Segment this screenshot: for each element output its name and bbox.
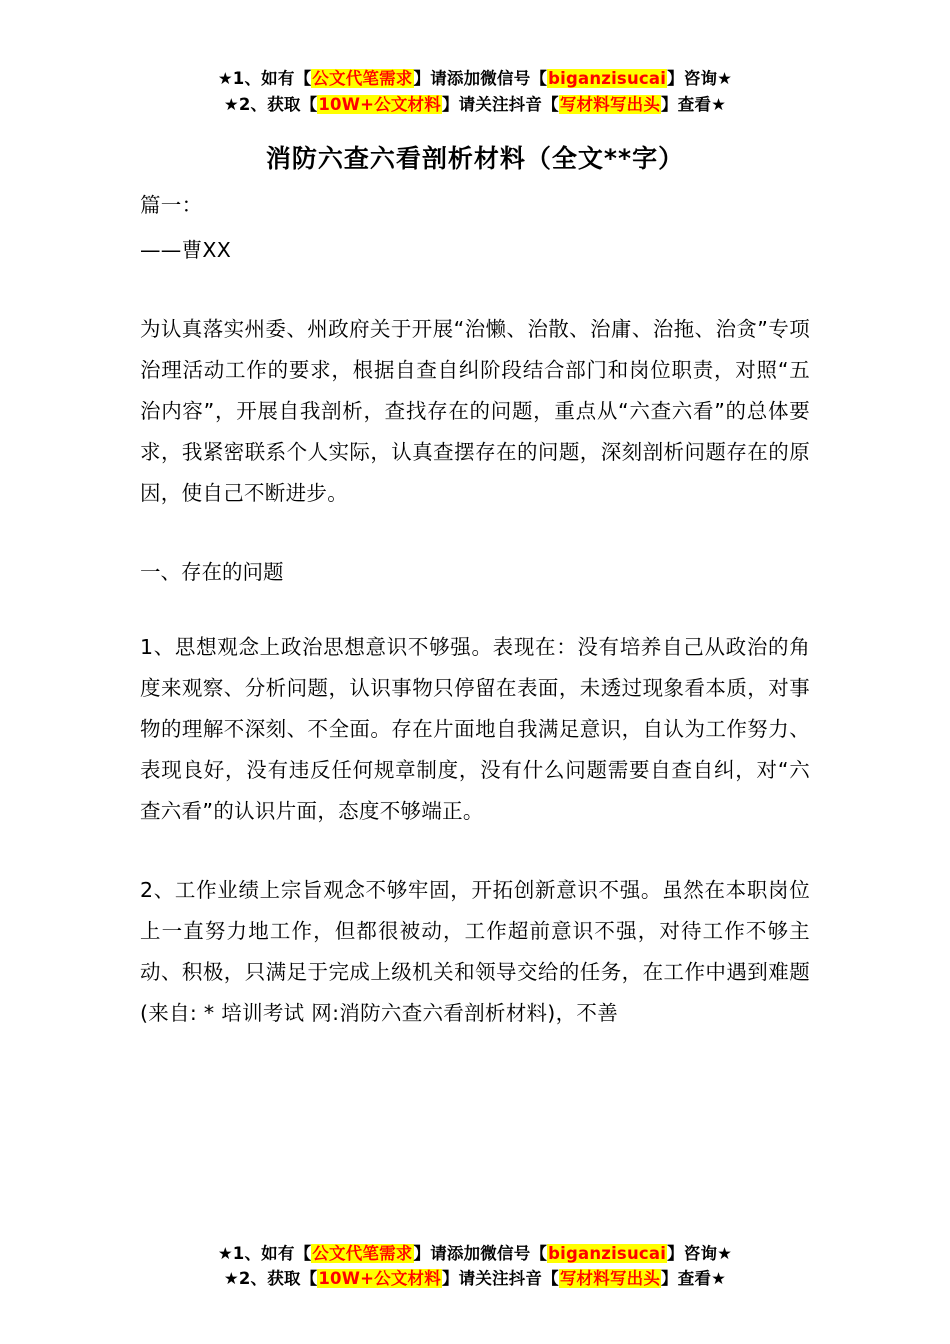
spacer-before-section — [140, 518, 810, 552]
promo-bottom-line1-highlight-2: biganzisucai — [548, 1243, 667, 1263]
intro-paragraph: 为认真落实州委、州政府关于开展“治懒、治散、治庸、治拖、治贪”专项治理活动工作的要求，根据自查自纠阶段结合部门和岗位职责，对照“五治内容”，开展自我剖析，查找存在的问题，重点从“六查六看”的总体要求，我紧密联系个人实际，认真查摆存在的问题，深刻剖析问题存在的原因，使自己不断进步。 — [140, 317, 810, 506]
promo-top-line1-mid: 】请添加微信号【 — [413, 69, 548, 88]
promo-bottom-line1-suffix: 】咨询★ — [667, 1243, 733, 1263]
promo-bottom-line1-highlight-1: 公文代笔需求 — [312, 1243, 413, 1263]
promo-top-line2-prefix: ★2、获取【 — [223, 94, 318, 114]
promo-top-line2-suffix: 】查看★ — [661, 94, 727, 114]
promo-top-line-2 — [140, 92, 810, 118]
spacer-after-author — [140, 275, 810, 309]
promo-bottom-line-2 — [0, 1266, 950, 1292]
problem-item-1: 1、思想观念上政治思想意识不够强。表现在：没有培养自己从政治的角度来观察、分析问题，认识事物只停留在表面，未透过现象看本质，对事物的理解不深刻、不全面。存在片面地自我满足意识，自认为工作努力、表现良好，没有违反任何规章制度，没有什么问题需要自查自纠，对“六查六看”的认识片面，态度不够端正。 — [140, 635, 810, 824]
promo-bottom-line2-prefix: ★2、获取【 — [223, 1269, 318, 1289]
promo-bottom-line2-highlight-1: 10W+公文材料 — [318, 1269, 441, 1289]
promo-top-line1-prefix: ★1、如有【 — [217, 69, 312, 88]
promo-bottom-line-1 — [0, 1241, 950, 1267]
promo-bottom-line2-suffix: 】查看★ — [661, 1269, 727, 1289]
spacer-after-section — [140, 593, 810, 627]
promo-top-line2-highlight-2: 写材料写出头 — [559, 94, 661, 114]
promo-top-line1-highlight-1: 公文代笔需求 — [312, 69, 413, 88]
promo-bottom-line1-prefix: ★1、如有【 — [217, 1243, 312, 1263]
promo-banner-top — [140, 66, 810, 117]
promo-banner-bottom — [0, 1241, 950, 1292]
promo-bottom-line2-mid: 】请关注抖音【 — [441, 1269, 559, 1289]
promo-top-line1-suffix: 】咨询★ — [667, 69, 733, 88]
promo-bottom-line2-highlight-2: 写材料写出头 — [559, 1269, 661, 1289]
section-heading-problems: 一、存在的问题 — [140, 560, 284, 585]
problem-item-2: 2、工作业绩上宗旨观念不够牢固，开拓创新意识不强。虽然在本职岗位上一直努力地工作，但都很被动，工作超前意识不强，对待工作不够主动、积极，只满足于完成上级机关和领导交给的任务，在工作中遇到难题(来自: * 培训考试 网:消防六查六看剖析材料)，不善 — [140, 878, 810, 1026]
promo-top-line2-highlight-1: 10W+公文材料 — [318, 94, 441, 114]
document-author: ——曹XX — [140, 238, 232, 263]
document-subtitle: 篇一： — [140, 193, 203, 218]
promo-top-line-1 — [140, 66, 810, 92]
document-title: 消防六查六看剖析材料（全文**字） — [265, 144, 685, 174]
promo-top-line1-highlight-2: biganzisucai — [548, 69, 667, 88]
promo-bottom-line1-mid: 】请添加微信号【 — [413, 1243, 548, 1263]
promo-top-line2-mid: 】请关注抖音【 — [441, 94, 559, 114]
spacer-between-items — [140, 836, 810, 870]
